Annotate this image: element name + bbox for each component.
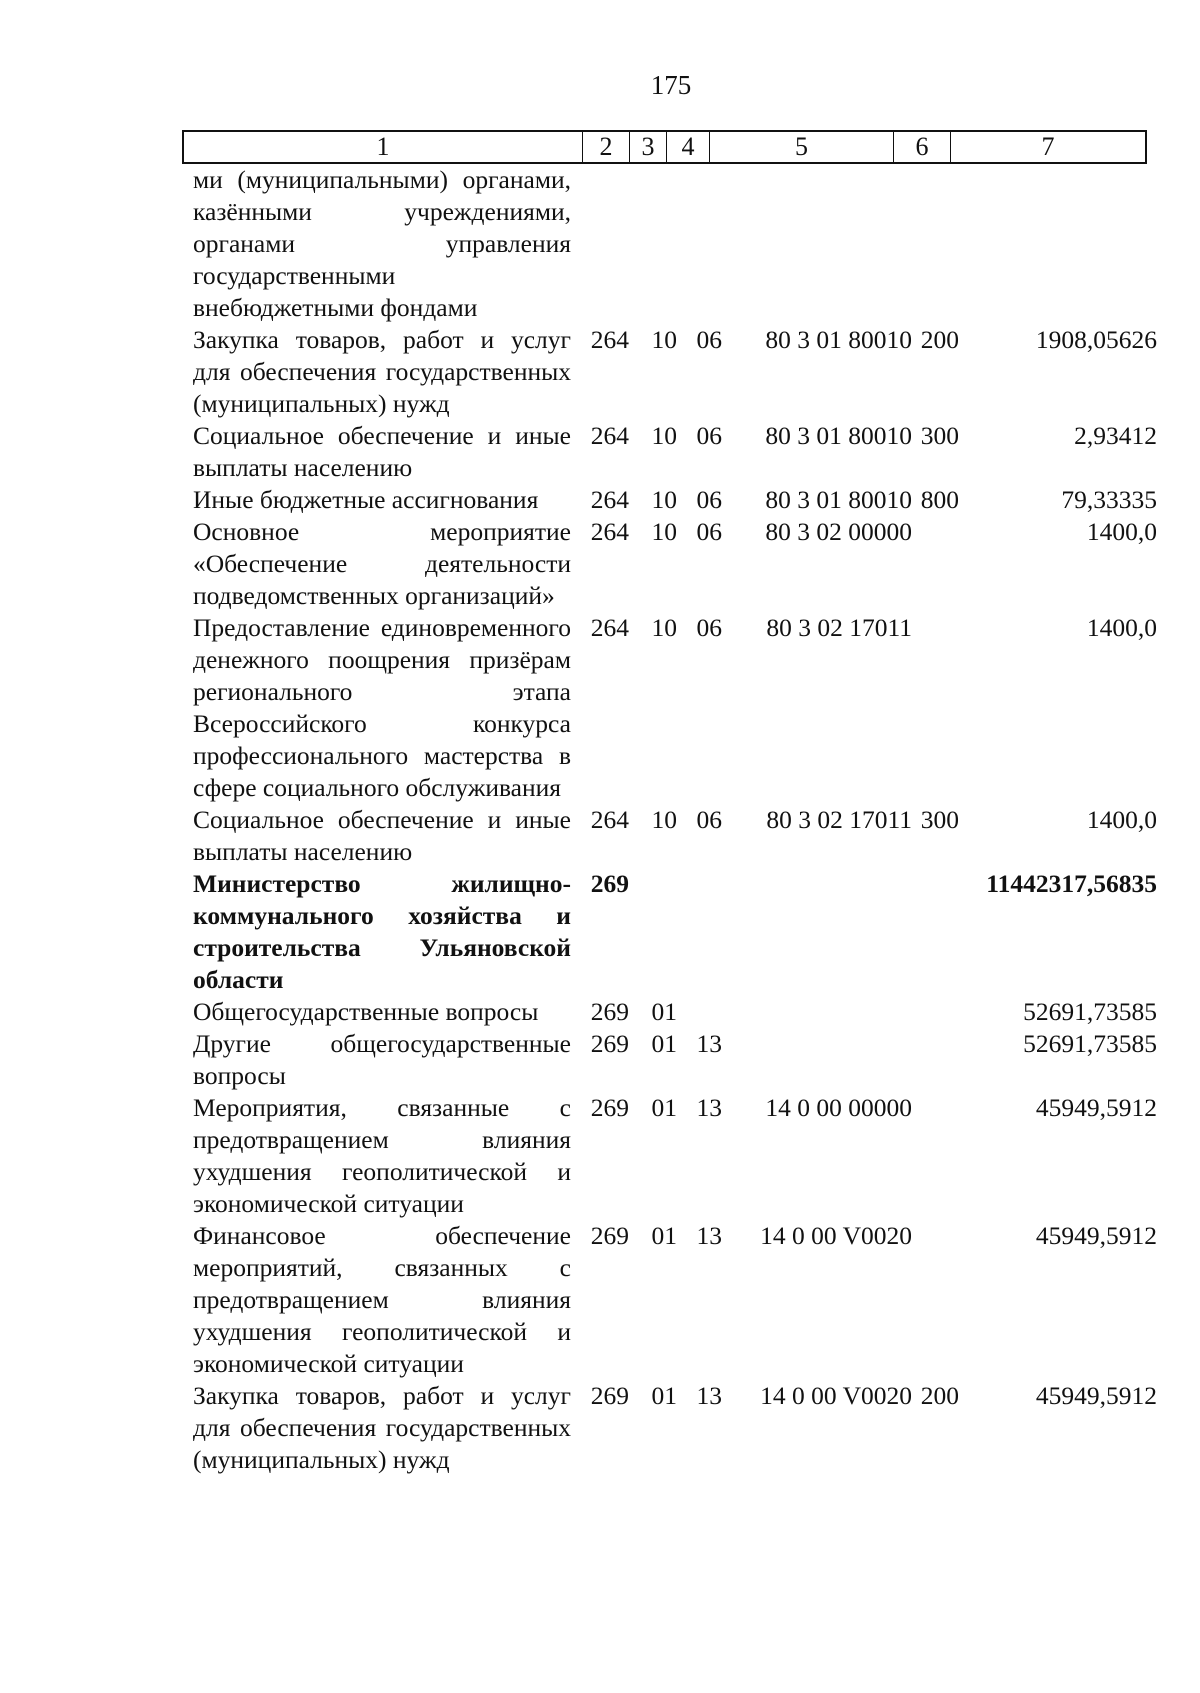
table-row <box>193 324 1163 420</box>
row-cell-col-4: 06 <box>696 421 722 450</box>
row-cell-col-3: 01 <box>651 1221 677 1250</box>
table-row <box>193 420 1163 484</box>
row-label: ми (муниципальными) органами, казёнными учреждениями, органами управления государственными внебюджетными фондами <box>193 165 571 322</box>
table-row <box>193 1220 1163 1380</box>
row-cell-col-5: 80 3 02 17011 <box>766 805 912 834</box>
row-cell-col-3: 10 <box>651 613 677 642</box>
row-label: Закупка товаров, работ и услуг для обеспечения государственных (муниципальных) нужд <box>193 1381 571 1474</box>
row-cell-col-2: 264 <box>590 517 629 546</box>
table-row <box>193 804 1163 868</box>
row-label: Закупка товаров, работ и услуг для обеспечения государственных (муниципальных) нужд <box>193 325 571 418</box>
table-row <box>193 996 1163 1028</box>
row-cell-col-6: 200 <box>920 1381 959 1410</box>
row-cell-col-7: 45949,5912 <box>1035 1381 1157 1410</box>
table-row <box>193 1380 1163 1476</box>
row-cell-col-4: 06 <box>696 325 722 354</box>
row-cell-col-2: 269 <box>590 1221 629 1250</box>
row-label: Социальное обеспечение и иные выплаты населению <box>193 805 571 866</box>
row-cell-col-4: 13 <box>696 1221 722 1250</box>
row-cell-col-7: 52691,73585 <box>1023 1029 1157 1058</box>
row-cell-col-3: 10 <box>651 485 677 514</box>
row-label: Финансовое обеспечение мероприятий, связанных с предотвращением влияния ухудшения геополитической и экономической ситуации <box>193 1221 571 1378</box>
row-cell-col-7: 1400,0 <box>1086 517 1157 546</box>
table-header <box>182 130 1147 164</box>
row-cell-col-7: 2,93412 <box>1074 421 1157 450</box>
header-col-3: 3 <box>630 132 667 162</box>
header-col-7: 7 <box>1041 132 1055 161</box>
table-row <box>193 1092 1163 1220</box>
row-cell-col-5: 80 3 01 80010 <box>765 485 912 514</box>
row-cell-col-5: 80 3 01 80010 <box>765 421 912 450</box>
row-cell-col-2: 269 <box>590 1029 629 1058</box>
header-col-1: 1 <box>184 132 583 162</box>
row-cell-col-5: 14 0 00 00000 <box>765 1093 912 1122</box>
page-number: 175 <box>650 70 692 100</box>
row-cell-col-7: 1400,0 <box>1086 805 1157 834</box>
row-cell-col-4: 06 <box>696 485 722 514</box>
row-cell-col-5: 80 3 02 00000 <box>765 517 912 546</box>
row-cell-col-3: 10 <box>651 805 677 834</box>
row-cell-col-6: 200 <box>920 325 959 354</box>
row-label: Другие общегосударственные вопросы <box>193 1029 571 1090</box>
row-cell-col-5: 80 3 01 80010 <box>765 325 912 354</box>
row-cell-col-5: 14 0 00 V0020 <box>760 1221 912 1250</box>
row-cell-col-3: 01 <box>651 1029 677 1058</box>
row-cell-col-2: 269 <box>590 997 629 1026</box>
row-label: Министерство жилищно-коммунального хозяйства и строительства Ульяновской области <box>193 869 571 994</box>
table-row <box>193 1028 1163 1092</box>
row-cell-col-3: 01 <box>651 1093 677 1122</box>
row-cell-col-7: 1908,05626 <box>1035 325 1157 354</box>
row-cell-col-4: 13 <box>696 1029 722 1058</box>
row-cell-col-7: 1400,0 <box>1086 613 1157 642</box>
header-col-2: 2 <box>583 132 630 162</box>
row-cell-col-2: 269 <box>590 1093 629 1122</box>
row-cell-col-3: 01 <box>651 1381 677 1410</box>
header-col-5: 5 <box>710 132 894 162</box>
row-cell-col-5: 14 0 00 V0020 <box>760 1381 912 1410</box>
row-label: Предоставление единовременного денежного поощрения призёрам регионального этапа Всероссийского конкурса профессионального мастерства в сфере социального обслуживания <box>193 613 571 802</box>
row-cell-col-4: 13 <box>696 1381 722 1410</box>
row-label: Социальное обеспечение и иные выплаты населению <box>193 421 571 482</box>
row-cell-col-2: 264 <box>590 325 629 354</box>
row-cell-col-2: 269 <box>590 869 629 898</box>
row-label: Иные бюджетные ассигнования <box>193 485 539 514</box>
header-col-6: 6 <box>894 132 951 162</box>
header-col-4: 4 <box>667 132 710 162</box>
row-cell-col-7: 45949,5912 <box>1035 1221 1157 1250</box>
row-cell-col-2: 264 <box>590 613 629 642</box>
row-cell-col-7: 52691,73585 <box>1023 997 1157 1026</box>
row-cell-col-2: 264 <box>590 485 629 514</box>
row-cell-col-6: 300 <box>920 805 959 834</box>
row-cell-col-2: 269 <box>590 1381 629 1410</box>
row-cell-col-2: 264 <box>590 805 629 834</box>
row-cell-col-7: 45949,5912 <box>1035 1093 1157 1122</box>
table-row <box>193 612 1163 804</box>
row-label: Мероприятия, связанные с предотвращением влияния ухудшения геополитической и экономической ситуации <box>193 1093 571 1218</box>
table-row <box>193 868 1163 996</box>
row-cell-col-7: 79,33335 <box>1061 485 1157 514</box>
table-row <box>193 164 1163 324</box>
row-cell-col-3: 10 <box>651 517 677 546</box>
row-cell-col-4: 13 <box>696 1093 722 1122</box>
row-cell-col-6: 300 <box>920 421 959 450</box>
row-cell-col-6: 800 <box>920 485 959 514</box>
table-body <box>193 164 1163 1476</box>
row-label: Основное мероприятие «Обеспечение деятельности подведомственных организаций» <box>193 517 571 610</box>
row-cell-col-5: 80 3 02 17011 <box>766 613 912 642</box>
row-cell-col-4: 06 <box>696 805 722 834</box>
row-label: Общегосударственные вопросы <box>193 997 539 1026</box>
row-cell-col-3: 01 <box>651 997 677 1026</box>
table-row <box>193 516 1163 612</box>
row-cell-col-3: 10 <box>651 325 677 354</box>
row-cell-col-4: 06 <box>696 613 722 642</box>
table-row <box>193 484 1163 516</box>
row-cell-col-4: 06 <box>696 517 722 546</box>
row-cell-col-3: 10 <box>651 421 677 450</box>
row-cell-col-7: 11442317,56835 <box>986 869 1157 898</box>
row-cell-col-2: 264 <box>590 421 629 450</box>
